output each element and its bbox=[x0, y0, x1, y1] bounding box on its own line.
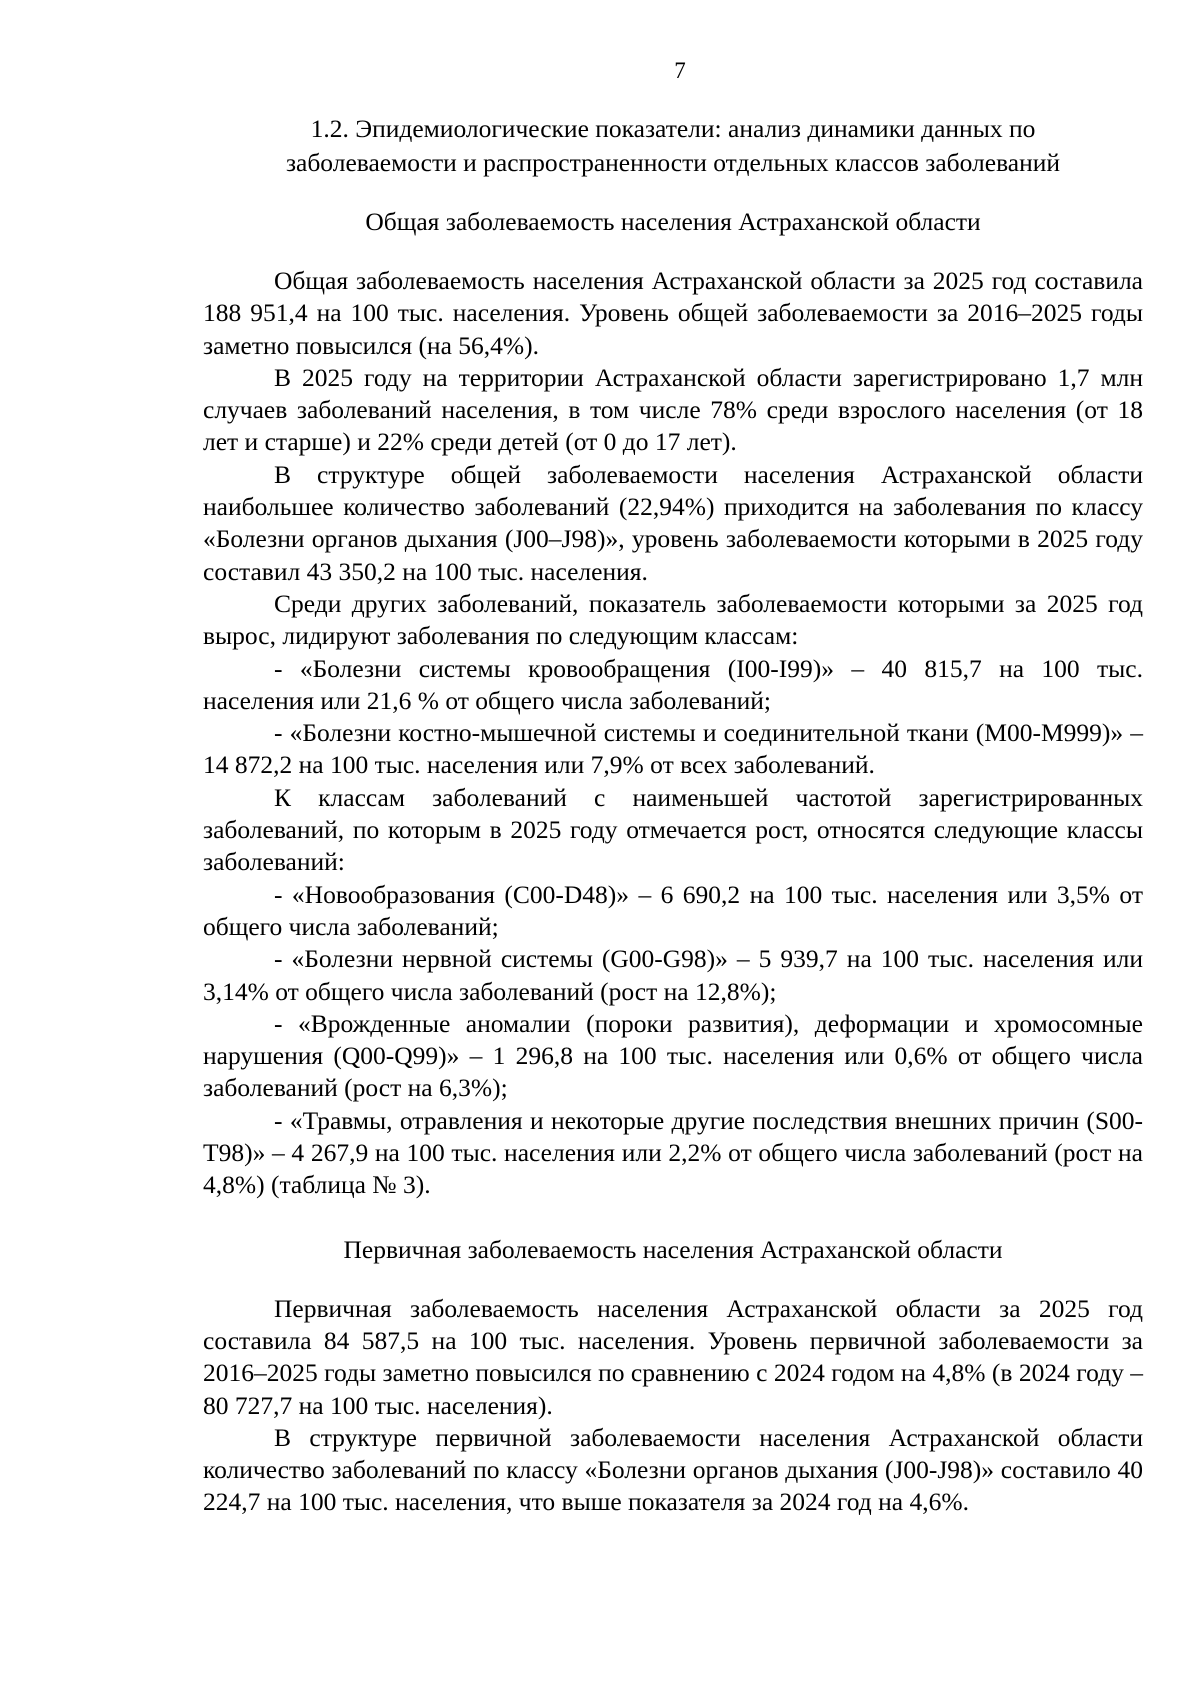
low-frequency-item: - «Травмы, отравления и некоторые другие последствия внешних причин (S00-T98)» – 4 267,9 на 100 тыс. населения или 2,2% от общего числа заболеваний (рост на 4,8%) (таблица № 3). bbox=[203, 1105, 1143, 1200]
primary-morbidity-heading: Первичная заболеваемость населения Астраханской области bbox=[343, 1234, 1003, 1264]
low-frequency-intro: К классам заболеваний с наименьшей частотой зарегистрированных заболеваний, по которым в 2025 году отмечается рост, относятся следующие классы заболеваний: bbox=[203, 782, 1143, 877]
page-content bbox=[203, 112, 1143, 1519]
primary-morbidity-paragraph: В структуре первичной заболеваемости населения Астраханской области количество заболеваний по классу «Болезни органов дыхания (J00-J98)» составило 40 224,7 на 100 тыс. населения, что выше показателя за 2024 год на 4,6%. bbox=[203, 1422, 1143, 1517]
leading-disease-item: - «Болезни системы кровообращения (I00-I99)» – 40 815,7 на 100 тыс. населения или 21,6 % от общего числа заболеваний; bbox=[203, 653, 1143, 715]
section-title bbox=[203, 112, 1143, 180]
low-frequency-item: - «Врожденные аномалии (пороки развития), деформации и хромосомные нарушения (Q00-Q99)» – 1 296,8 на 100 тыс. населения или 0,6% от общего числа заболеваний (рост на 6,3%); bbox=[203, 1008, 1143, 1103]
section-title-line-1: 1.2. Эпидемиологические показатели: анализ динамики данных по bbox=[310, 114, 1036, 143]
low-frequency-item: - «Болезни нервной системы (G00-G98)» – 5 939,7 на 100 тыс. населения или 3,14% от общего числа заболеваний (рост на 12,8%); bbox=[203, 944, 1143, 1006]
general-morbidity-paragraph: В структуре общей заболеваемости населения Астраханской области наибольшее количество заболеваний (22,94%) приходится на заболевания по классу «Болезни органов дыхания (J00–J98)», уровень заболеваемости которыми в 2025 году составил 43 350,2 на 100 тыс. населения. bbox=[203, 459, 1143, 586]
leading-disease-item: - «Болезни костно-мышечной системы и соединительной ткани (M00-M999)» – 14 872,2 на 100 тыс. населения или 7,9% от всех заболеваний. bbox=[203, 718, 1143, 780]
primary-morbidity-paragraph: Первичная заболеваемость населения Астраханской области за 2025 год составила 84 587,5 на 100 тыс. населения. Уровень первичной заболеваемости за 2016–2025 годы заметно повысился по сравнению с 2024 годом на 4,8% (в 2024 году – 80 727,7 на 100 тыс. населения). bbox=[203, 1293, 1143, 1420]
general-morbidity-paragraph: В 2025 году на территории Астраханской области зарегистрировано 1,7 млн случаев заболеваний населения, в том числе 78% среди взрослого населения (от 18 лет и старше) и 22% среди детей (от 0 до 17 лет). bbox=[203, 362, 1143, 457]
low-frequency-item: - «Новообразования (C00-D48)» – 6 690,2 на 100 тыс. населения или 3,5% от общего числа заболеваний; bbox=[203, 879, 1143, 941]
general-morbidity-heading: Общая заболеваемость населения Астраханской области bbox=[365, 207, 981, 236]
page-number: 7 bbox=[674, 58, 686, 83]
section-title-line-2: заболеваемости и распространенности отдельных классов заболеваний bbox=[285, 148, 1061, 177]
general-morbidity-paragraph: Общая заболеваемость населения Астраханской области за 2025 год составила 188 951,4 на 100 тыс. населения. Уровень общей заболеваемости за 2016–2025 годы заметно повысился (на 56,4%). bbox=[203, 266, 1143, 360]
general-morbidity-paragraph: Среди других заболеваний, показатель заболеваемости которыми за 2025 год вырос, лидируют заболевания по следующим классам: bbox=[203, 588, 1143, 651]
